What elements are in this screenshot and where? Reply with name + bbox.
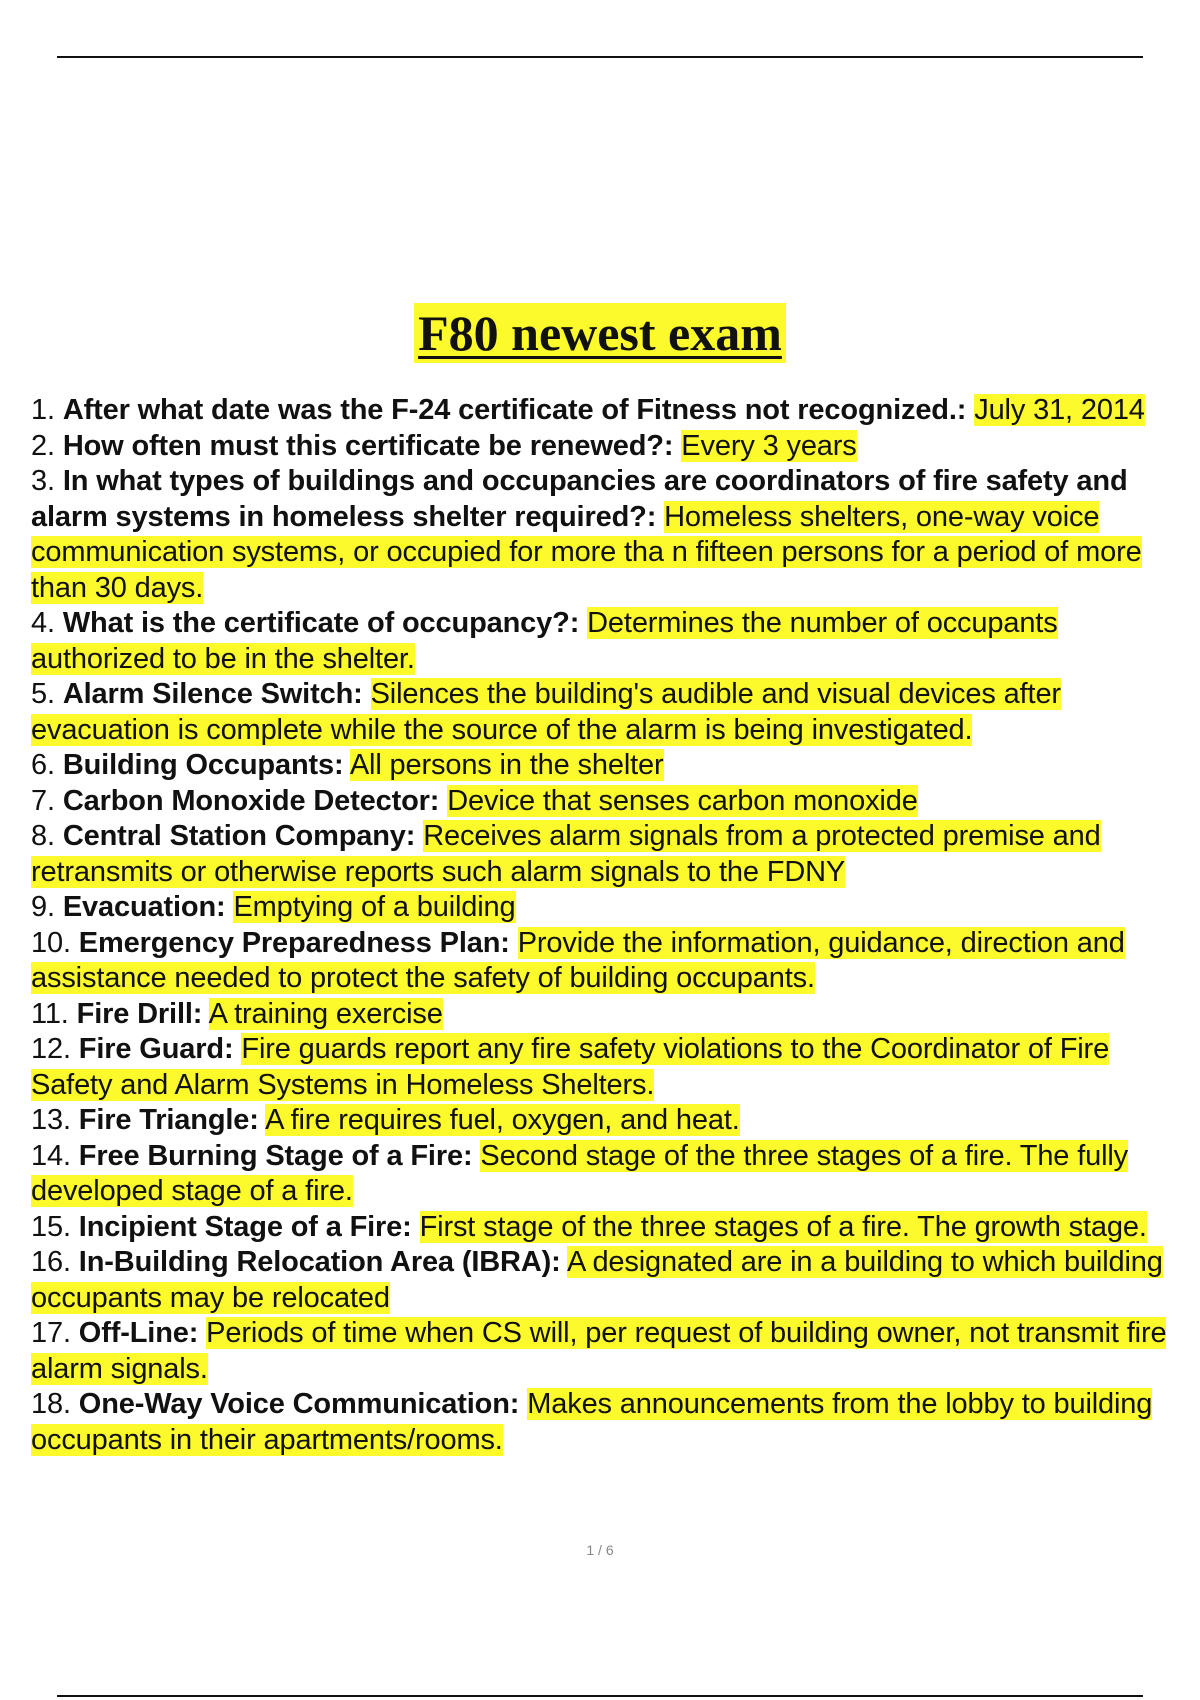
item-number: 14. <box>31 1139 71 1172</box>
item-number: 17. <box>31 1317 71 1349</box>
qa-item <box>31 1103 1198 1139</box>
answer-text: Second stage of the three stages of a fire. The fully developed stage of a fire. <box>31 1139 1129 1207</box>
answer-text: July 31, 2014 <box>974 394 1145 426</box>
answer-text: Determines the number of occupants authorized to be in the shelter. <box>31 607 1058 675</box>
item-number: 9. <box>31 891 55 923</box>
answer-text: Emptying of a building <box>233 891 516 923</box>
item-number: 12. <box>31 1033 71 1065</box>
question-text: Evacuation: <box>62 891 226 923</box>
question-text: Building Occupants: <box>62 749 344 781</box>
item-number: 6. <box>31 749 55 781</box>
qa-item <box>31 819 1198 890</box>
item-number: 5. <box>31 678 55 710</box>
title-container <box>0 303 1200 363</box>
question-text: In-Building Relocation Area (IBRA): <box>78 1246 561 1278</box>
item-number: 7. <box>31 784 55 817</box>
question-text: Fire Triangle: <box>78 1104 259 1136</box>
answer-text: Silences the building's audible and visual devices after evacuation is complete while the source of the alarm is being investigated. <box>31 678 1061 746</box>
qa-item <box>31 784 1198 820</box>
qa-item <box>31 464 1198 606</box>
answer-text: First stage of the three stages of a fire. The growth stage. <box>419 1210 1147 1243</box>
answer-text: A designated are in a building to which building occupants may be relocated <box>31 1246 1163 1314</box>
qa-item <box>31 677 1198 748</box>
question-text: In what types of buildings and occupancies are coordinators of fire safety and alarm systems in homeless shelter required?: <box>31 465 1128 533</box>
top-rule <box>57 56 1143 58</box>
item-number: 13. <box>31 1104 71 1136</box>
item-number: 11. <box>31 997 69 1030</box>
answer-text: Receives alarm signals from a protected premise and retransmits or otherwise reports such alarm signals to the FDNY <box>31 820 1101 888</box>
answer-text: Provide the information, guidance, direction and assistance needed to protect the safety of building occupants. <box>31 926 1125 994</box>
item-number: 15. <box>31 1210 71 1243</box>
page-number: 1 / 6 <box>586 1542 614 1558</box>
item-number: 4. <box>31 607 55 639</box>
document-title: F80 newest exam <box>414 303 786 363</box>
answer-text: A training exercise <box>208 997 443 1030</box>
question-text: Central Station Company: <box>62 820 416 852</box>
qa-item <box>31 1245 1198 1316</box>
qa-item <box>31 1387 1198 1458</box>
question-text: One-Way Voice Communication: <box>78 1388 520 1420</box>
question-text: What is the certificate of occupancy?: <box>62 607 580 639</box>
question-text: Alarm Silence Switch: <box>62 678 363 710</box>
qa-item <box>31 1032 1198 1103</box>
qa-item <box>31 606 1198 677</box>
qa-item <box>31 393 1198 429</box>
qa-item <box>31 997 1198 1033</box>
item-number: 1. <box>31 394 55 426</box>
answer-text: A fire requires fuel, oxygen, and heat. <box>265 1104 740 1136</box>
qa-list <box>31 393 1198 1458</box>
question-text: Fire Drill: <box>76 997 203 1030</box>
item-number: 8. <box>31 820 55 852</box>
item-number: 2. <box>31 429 55 462</box>
qa-item <box>31 748 1198 784</box>
qa-item <box>31 1316 1198 1387</box>
question-text: Emergency Preparedness Plan: <box>78 926 510 959</box>
answer-text: Fire guards report any fire safety violations to the Coordinator of Fire Safety and Alarm Systems in Homeless Shelters. <box>31 1033 1110 1101</box>
answer-text: All persons in the shelter <box>349 749 664 781</box>
question-text: Free Burning Stage of a Fire: <box>78 1139 473 1172</box>
qa-item <box>31 1210 1198 1246</box>
item-number: 16. <box>31 1246 71 1278</box>
qa-item <box>31 890 1198 926</box>
question-text: Carbon Monoxide Detector: <box>62 784 440 817</box>
answer-text: Homeless shelters, one-way voice communication systems, or occupied for more tha n fifteen persons for a period of more than 30 days. <box>31 500 1142 604</box>
qa-item <box>31 926 1198 997</box>
question-text: Fire Guard: <box>78 1033 234 1065</box>
item-number: 3. <box>31 465 55 497</box>
qa-item <box>31 429 1198 465</box>
answer-text: Every 3 years <box>681 429 857 462</box>
question-text: How often must this certificate be renewed?: <box>62 429 674 462</box>
question-text: Incipient Stage of a Fire: <box>78 1210 412 1243</box>
answer-text: Device that senses carbon monoxide <box>447 784 918 817</box>
bottom-rule <box>57 1695 1143 1697</box>
question-text: After what date was the F-24 certificate of Fitness not recognized.: <box>62 394 967 426</box>
answer-text: Makes announcements from the lobby to building occupants in their apartments/rooms. <box>31 1388 1153 1456</box>
qa-item <box>31 1139 1198 1210</box>
answer-text: Periods of time when CS will, per request of building owner, not transmit fire alarm signals. <box>31 1317 1167 1385</box>
item-number: 10. <box>31 926 71 959</box>
item-number: 18. <box>31 1388 71 1420</box>
question-text: Off-Line: <box>78 1317 199 1349</box>
